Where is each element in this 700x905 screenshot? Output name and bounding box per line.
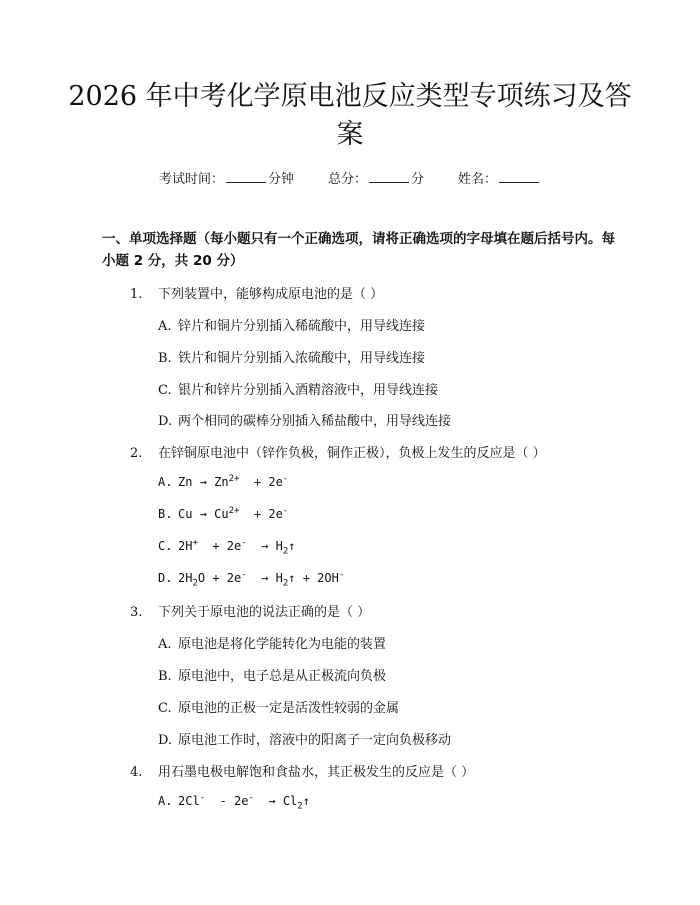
- formula-part: 2H: [178, 571, 193, 585]
- exam-score: [328, 168, 424, 187]
- charge: -: [338, 570, 345, 580]
- subscript: 2: [297, 801, 303, 812]
- option-label: D.: [158, 733, 173, 748]
- option-text: 原电池是将化学能转化为电能的装置: [178, 637, 387, 652]
- option-1a[interactable]: [158, 315, 425, 334]
- formula-part: Zn: [178, 475, 193, 489]
- formula-part: 2H: [178, 539, 193, 553]
- exam-info: [0, 168, 700, 187]
- question-number: 2.: [130, 446, 143, 461]
- time-unit: 分钟: [267, 172, 294, 187]
- charge: -: [282, 474, 289, 484]
- formula-part: Cl: [282, 794, 298, 808]
- exam-time: [159, 168, 294, 187]
- option-label: A.: [158, 794, 173, 808]
- option-3a[interactable]: [158, 633, 386, 652]
- name-blank[interactable]: [499, 172, 539, 183]
- formula-part: O + 2e: [197, 571, 242, 585]
- option-2a[interactable]: [158, 474, 288, 489]
- arrow-icon: →: [199, 475, 207, 489]
- option-label: B.: [158, 669, 172, 684]
- option-label: A.: [158, 475, 173, 489]
- formula-part: Zn: [214, 475, 229, 489]
- charge: 2+: [228, 506, 240, 516]
- option-2c[interactable]: [158, 538, 295, 556]
- time-blank[interactable]: [226, 172, 266, 183]
- question-1: [130, 283, 383, 302]
- option-label: C.: [158, 539, 173, 553]
- score-blank[interactable]: [369, 172, 409, 183]
- charge: -: [248, 793, 254, 803]
- charge: +: [192, 538, 198, 548]
- charge: -: [241, 570, 247, 580]
- question-text: 在锌铜原电池中（锌作负极，铜作正极），负极上发生的反应是（ ）: [158, 446, 546, 461]
- option-4a[interactable]: [158, 793, 310, 811]
- formula-part: H: [275, 539, 283, 553]
- question-number: 4.: [130, 765, 143, 780]
- option-label: B.: [158, 351, 172, 366]
- up-arrow-icon: ↑: [288, 539, 296, 553]
- section-heading: 一、单项选择题（每小题只有一个正确选项，请将正确选项的字母填在题后括号内。每小题 2 分，共 20 分）: [102, 231, 615, 269]
- option-text: 银片和锌片分别插入酒精溶液中，用导线连接: [178, 383, 439, 398]
- option-label: C.: [158, 383, 172, 398]
- formula-part: - 2e: [219, 794, 249, 808]
- charge: -: [199, 793, 206, 803]
- option-text: 原电池中，电子总是从正极流向负极: [178, 669, 387, 684]
- formula-part: + 2OH: [302, 571, 339, 585]
- arrow-icon: →: [261, 539, 269, 553]
- option-label: B.: [158, 507, 173, 521]
- formula-part: Cu: [178, 507, 193, 521]
- formula-part: H: [275, 571, 283, 585]
- arrow-icon: →: [261, 571, 269, 585]
- exam-name: [458, 168, 541, 187]
- up-arrow-icon: ↑: [302, 794, 310, 808]
- formula-part: + 2e: [253, 475, 283, 489]
- option-label: D.: [158, 414, 173, 429]
- question-number: 3.: [130, 605, 143, 620]
- formula-part: Cu: [214, 507, 229, 521]
- charge: 2+: [228, 474, 240, 484]
- option-label: A.: [158, 319, 172, 334]
- question-text: 下列关于原电池的说法正确的是（ ）: [158, 605, 371, 620]
- option-1b[interactable]: [158, 347, 425, 366]
- option-text: 两个相同的碳棒分别插入稀盐酸中，用导线连接: [178, 414, 452, 429]
- subscript: 2: [192, 578, 198, 589]
- page-title: 2026 年中考化学原电池反应类型专项练习及答案: [68, 81, 632, 150]
- option-2b[interactable]: [158, 506, 288, 521]
- option-label: C.: [158, 701, 172, 716]
- question-2: [130, 442, 546, 461]
- charge: -: [241, 538, 247, 548]
- question-3: [130, 601, 370, 620]
- score-unit: 分: [411, 172, 425, 187]
- question-text: 下列装置中，能够构成原电池的是（ ）: [158, 287, 384, 302]
- option-label: D.: [158, 571, 173, 585]
- arrow-icon: →: [268, 794, 276, 808]
- formula-part: + 2e: [212, 539, 242, 553]
- formula-part: 2Cl: [178, 794, 200, 808]
- subscript: 2: [282, 578, 289, 589]
- name-label: 姓名：: [458, 172, 498, 187]
- option-text: 原电池工作时，溶液中的阳离子一定向负极移动: [178, 733, 452, 748]
- option-3d[interactable]: [158, 729, 451, 748]
- formula-part: + 2e: [253, 507, 283, 521]
- option-text: 原电池的正极一定是活泼性较弱的金属: [178, 701, 400, 716]
- option-label: A.: [158, 637, 172, 652]
- option-text: 铁片和铜片分别插入浓硫酸中，用导线连接: [178, 351, 426, 366]
- option-3b[interactable]: [158, 665, 386, 684]
- option-text: 锌片和铜片分别插入稀硫酸中，用导线连接: [178, 319, 426, 334]
- subscript: 2: [282, 546, 289, 557]
- time-label: 考试时间：: [158, 172, 224, 187]
- option-1c[interactable]: [158, 379, 438, 398]
- up-arrow-icon: ↑: [288, 571, 296, 585]
- option-3c[interactable]: [158, 697, 399, 716]
- question-text: 用石墨电极电解饱和食盐水，其正极发生的反应是（ ）: [158, 765, 475, 780]
- charge: -: [282, 506, 289, 516]
- arrow-icon: →: [199, 507, 207, 521]
- question-4: [130, 761, 474, 780]
- question-number: 1.: [130, 287, 143, 302]
- score-label: 总分：: [327, 172, 367, 187]
- option-1d[interactable]: [158, 410, 451, 429]
- option-2d[interactable]: [158, 570, 344, 588]
